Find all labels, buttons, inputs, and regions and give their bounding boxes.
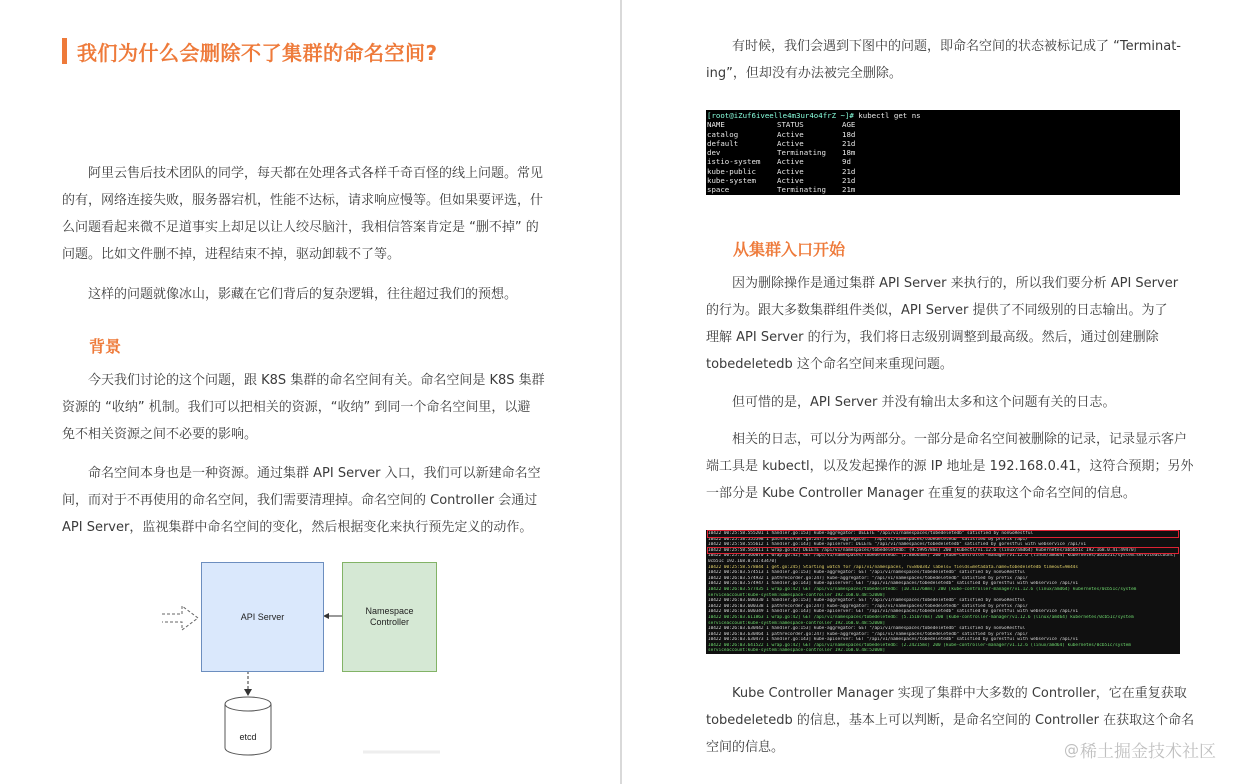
log-line: I0422 00:26:03.641522 1 wrap.go:42] GET /api/v1/namespaces/tobedeletedb: (2.24215ms) 200 [kube-controller-manager/v1.12.6 (linux/amd64) kubernetes/0cb51c/system: [708, 642, 1131, 648]
log-line: I0422 00:25:58.555612 1 handler.go:143] kube-apiserver: DELETE "/api/v1/namespaces/tobedeletedb" satisfied by gorestful with webservice /api/v1: [708, 542, 1087, 548]
log-line: I0422 00:26:03.600349 1 handler.go:143] kube-apiserver: GET "/api/v1/namespaces/tobedeletedb" satisfied by gorestful with webservice /api/v1: [708, 609, 1079, 615]
ns-age: AGE: [842, 120, 856, 130]
intro-paragraph: [62, 160, 544, 268]
log-line: I0422 00:26:03.630473 1 handler.go:143] kube-apiserver: GET "/api/v1/namespaces/tobedeletedb" satisfied by gorestful with webservice /api/v1: [708, 637, 1079, 643]
log-line: I0422 00:26:03.574947 1 handler.go:143] kube-apiserver: GET "/api/v1/namespaces/tobedeletedb" satisfied by gorestful with webservice /api/v1: [708, 581, 1079, 587]
ns-name: default: [707, 138, 739, 148]
terminal-command: kubectl get ns: [853, 111, 921, 120]
text-line: tobedeletedb 这个命名空间来重现问题。: [706, 357, 953, 372]
ns-age: 18d: [842, 129, 856, 139]
namespace-paragraph: [62, 460, 541, 541]
entry-heading: 从集群入口开始: [733, 240, 846, 259]
ns-name: kube-public: [707, 166, 756, 176]
ns-name: kube-system: [707, 176, 756, 186]
terminal-row: [707, 148, 1180, 157]
text-line: 间，而对于不再使用的命名空间，我们需要清理掉。命名空间的 Controller 会通过: [62, 493, 538, 508]
log-line: serviceaccount:kube-system:namespace-controller 192.168.0.48:52008]: [708, 592, 886, 598]
ns-status: Terminating: [777, 185, 826, 195]
text-line: 但可惜的是，API Server 并没有输出太多和这个问题有关的日志。: [732, 395, 1116, 410]
ns-status: Active: [777, 176, 804, 186]
title-text: 我们为什么会删除不了集群的命名空间?: [77, 40, 438, 65]
terminal-row: [707, 130, 1180, 139]
log-line: I0422 00:26:03.630442 1 handler.go:153] kube-aggregator: GET "/api/v1/namespaces/tobedeletedb" satisfied by nonGoRestful: [708, 626, 1026, 632]
text-line: 相关的日志，可以分为两部分。一部分是命名空间被删除的记录，记录显示客户: [732, 432, 1188, 447]
text-line: 命名空间本身也是一种资源。通过集群 API Server 入口，我们可以新建命名空: [88, 466, 541, 481]
text-line: 因为删除操作是通过集群 API Server 来执行的，所以我们要分析 API Server: [732, 276, 1179, 291]
log-line: I0422 00:26:03.630464 1 pathrecorder.go:247] kube-aggregator: "/api/v1/namespaces/tobedeletedb" satisfied by prefix /api/: [708, 631, 1028, 637]
text-line: 的行为。跟大多数集群组件类似，API Server 提供了不同级别的日志输出。为了: [706, 303, 1168, 318]
iceberg-paragraph: [62, 281, 536, 308]
log-parts-paragraph: [706, 426, 1194, 507]
text-line: tobedeletedb 的信息，基本上可以判断，是命名空间的 Controller 在获取这个命名: [706, 713, 1195, 728]
architecture-diagram: [158, 556, 478, 766]
ns-name: dev: [707, 148, 721, 158]
text-line: 理解 API Server 的行为，我们将日志级别调整到最高级。然后，通过创建删除: [706, 330, 1159, 345]
text-line: ing”，但却没有办法被完全删除。: [706, 66, 902, 81]
ns-age: 21m: [842, 185, 856, 195]
ns-label-line2: Controller: [369, 617, 409, 627]
at-icon: @: [1064, 740, 1079, 759]
text-line: 阿里云售后技术团队的同学，每天都在处理各式各样千奇百怪的线上问题。常见: [88, 166, 544, 181]
ns-age: 21d: [842, 138, 856, 148]
etcd-label: etcd: [239, 732, 257, 742]
article-title: [62, 36, 438, 66]
log-line: serviceaccount:kube-system:namespace-controller 192.168.0.48:52008]: [708, 648, 886, 654]
log-line: I0422 00:25:58.555598 1 pathrecorder.go:247] kube-aggregator: "/api/v1/namespaces/tobedeletedb" satisfied by prefix /api/: [708, 536, 1028, 542]
log-line: serviceaccount:kube-system:namespace-controller 192.168.0.48:52008]: [708, 620, 886, 626]
ns-status: Active: [777, 157, 804, 167]
terminal-row: [707, 176, 1180, 185]
background-paragraph: [62, 367, 545, 448]
terminal-prompt: [root@iZuf6iveelle4m3ur4o4frZ ~]#: [707, 111, 854, 120]
terminal-row: [707, 185, 1180, 194]
ns-age: 21d: [842, 176, 856, 186]
ns-name: istio-system: [707, 157, 761, 167]
text-line: 空间的信息。: [706, 740, 785, 755]
terminal-row: [707, 157, 1180, 166]
log-line: I0422 00:26:03.577435 1 wrap.go:42] GET /api/v1/namespaces/tobedeletedb: (10.412768ms) 200 [kube-controller-manager/v1.12.6 (linux/amd64) kubernetes/0cb51c/system: [708, 586, 1137, 592]
incoming-arrow: [162, 606, 198, 630]
terminal-prompt-row: [707, 111, 1180, 120]
terminal-screenshot: [706, 110, 1180, 195]
text-line: 免不相关资源之间不必要的影响。: [62, 427, 258, 442]
text-line: 一部分是 Kube Controller Manager 在重复的获取这个命名空间的信息。: [706, 486, 1136, 501]
terminal-row: [707, 167, 1180, 176]
etcd-cylinder-top: [225, 697, 271, 711]
text-line: 这样的问题就像冰山，影藏在它们背后的复杂逻辑，往往超过我们的预想。: [88, 287, 518, 302]
terminal-row: [707, 139, 1180, 148]
api-to-etcd-head: [244, 689, 252, 696]
text-line: 有时候，我们会遇到下图中的问题，即命名空间的状态被标记成了 “Terminat-: [732, 39, 1181, 54]
ns-age: 9d: [842, 157, 851, 167]
ns-name: catalog: [707, 129, 739, 139]
ns-status: Active: [777, 129, 804, 139]
title-accent-bar: [62, 38, 67, 64]
text-line: Kube Controller Manager 实现了集群中大多数的 Controller，它在重复获取: [732, 686, 1187, 701]
ns-name: space: [707, 185, 730, 195]
log-line: I0422 00:26:03.574513 1 handler.go:153] kube-aggregator: GET "/api/v1/namespaces/tobedeletedb" satisfied by nonGoRestful: [708, 570, 1026, 576]
ns-age: 21d: [842, 166, 856, 176]
etcd-cylinder-body: [225, 704, 271, 755]
text-line: API Server，监视集群中命名空间的变化，然后根据变化来执行预先定义的动作。: [62, 520, 533, 535]
no-logs-paragraph: [706, 389, 1180, 416]
ns-label-line1: Namespace: [365, 606, 414, 616]
log-line: I0422 00:26:03.574932 1 pathrecorder.go:247] kube-aggregator: "/api/v1/namespaces/tobedeletedb" satisfied by prefix /api/: [708, 575, 1028, 581]
watermark-text: 稀土掘金技术社区: [1080, 742, 1216, 762]
terminating-paragraph: [706, 33, 1180, 87]
log-line: I0422 00:25:58.555201 1 handler.go:153] kube-aggregator: DELETE "/api/v1/namespaces/tobedeletedb" satisfied by nonGoRestful: [708, 531, 1178, 537]
ns-name: NAME: [707, 120, 725, 130]
ns-status: STATUS: [777, 120, 804, 130]
background-heading: 背景: [89, 337, 122, 356]
apiserver-paragraph: [706, 270, 1180, 378]
ns-status: Active: [777, 166, 804, 176]
ns-age: 18m: [842, 148, 856, 158]
text-line: 么问题看起来微不足道事实上却足以让人绞尽脑汁，我相信答案肯定是 “删不掉” 的: [62, 220, 539, 235]
text-line: 端工具是 kubectl，以及发起操作的源 IP 地址是 192.168.0.41，这符合预期；另外: [706, 459, 1194, 474]
log-line: I0422 00:25:58.566070 1 wrap.go:42] GET /api/v1/namespaces/tobedeletedb: (2.88663ms) 200 [kube-controller-manager/v1.12.6 (linux/amd64) kubernetes/ab5b51c/system:serviceaccount]: [708, 553, 1176, 559]
namespace-controller-label: [365, 606, 413, 628]
log-line: I0422 00:25:58.578044 1 get.go:245] Starting watch for /api/v1/namespaces, rv=860342 labels= fields=metadata.name=tobedeletedb timeout=9m44s: [708, 564, 1079, 570]
log-screenshot: [706, 530, 1180, 654]
log-line: I0422 00:26:03.600330 1 handler.go:153] kube-aggregator: GET "/api/v1/namespaces/tobedeletedb" satisfied by nonGoRestful: [708, 598, 1026, 604]
log-line: I0422 00:26:03.611863 1 wrap.go:42] GET /api/v1/namespaces/tobedeletedb: (5.151077ms) 200 [kube-controller-manager/v1.12.6 (linux/amd64) kubernetes/0cb51c/system: [708, 614, 1134, 620]
watermark: [1064, 737, 1216, 762]
log-line: I0422 00:26:03.600338 1 pathrecorder.go:247] kube-aggregator: "/api/v1/namespaces/tobedeletedb" satisfied by prefix /api/: [708, 603, 1028, 609]
terminal-row: [707, 120, 1180, 129]
log-line: I0422 00:25:58.565611 1 wrap.go:42] DELETE /api/v1/namespaces/tobedeletedb: (9.599578ms) 200 [kubectl/v1.12.6 (linux/amd64) kubernetes/ab5b51c 192.168.0.41:49470]: [708, 548, 1178, 554]
api-server-label: API Server: [240, 611, 285, 622]
ns-status: Terminating: [777, 148, 826, 158]
namespace-controller-box: [342, 562, 437, 672]
api-server-box: [201, 562, 324, 672]
text-line: 问题。比如文件删不掉，进程结束不掉，驱动卸载不了等。: [62, 247, 401, 262]
log-line: 0cb51c 192.168.0.41:43470]: [708, 558, 777, 564]
text-line: 资源的 “收纳” 机制。我们可以把相关的资源，“收纳” 到同一个命名空间里，以避: [62, 400, 531, 415]
text-line: 的有，网络连接失败，服务器宕机，性能不达标，请求响应慢等。但如果要评选，什: [62, 193, 544, 208]
ns-status: Active: [777, 138, 804, 148]
text-line: 今天我们讨论的这个问题，跟 K8S 集群的命名空间有关。命名空间是 K8S 集群: [88, 373, 545, 388]
